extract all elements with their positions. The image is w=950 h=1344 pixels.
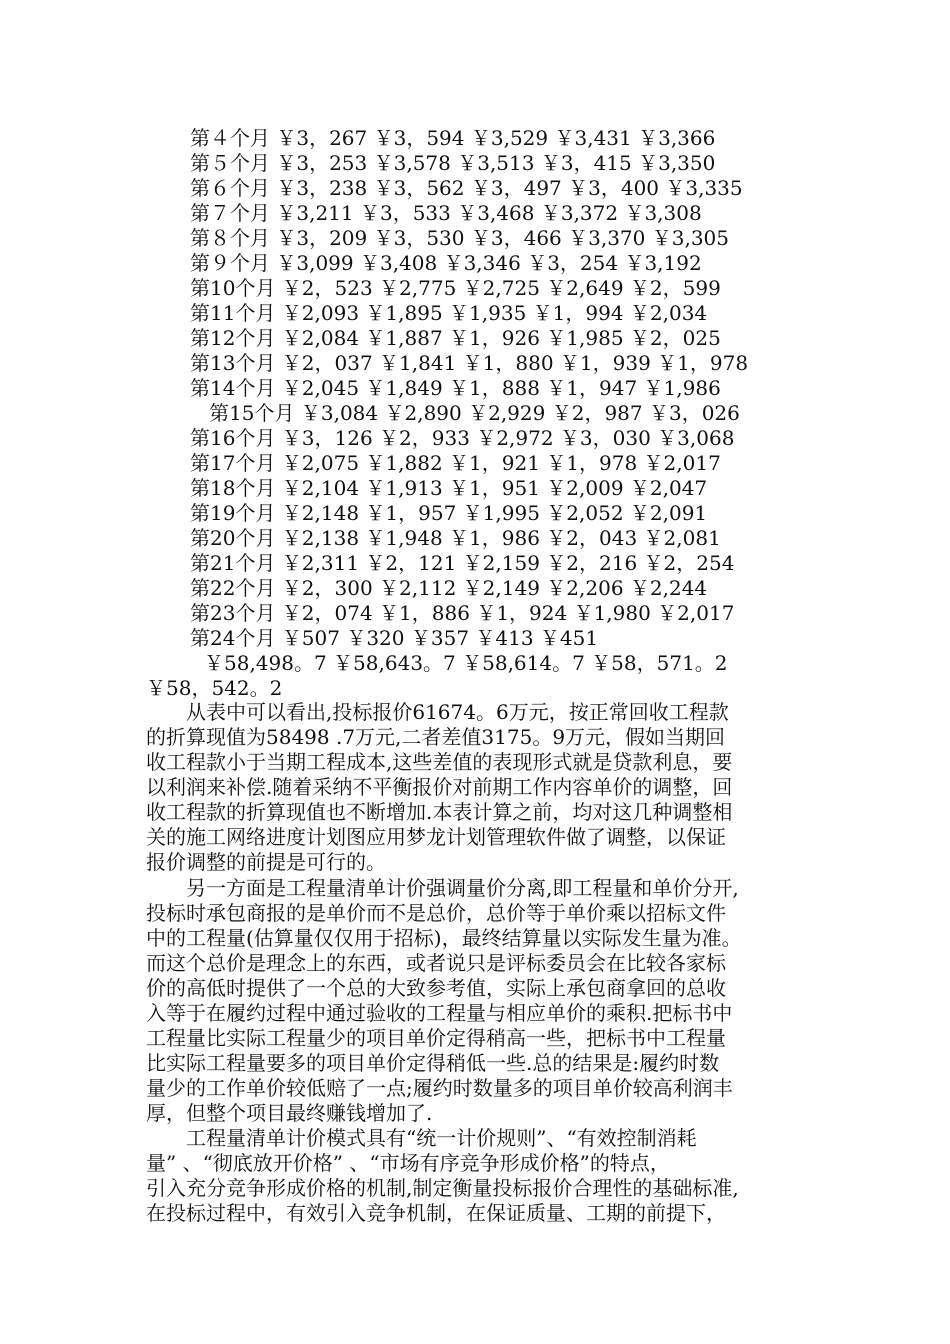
paragraph-2-line: 比实际工程量要多的项目单价定得稍低一些.总的结果是:履约时数 bbox=[146, 1051, 720, 1075]
table-row: 第６个月 ￥3，238 ￥3，562 ￥3，497 ￥3，400 ￥3,335 bbox=[190, 176, 743, 200]
totals-line-continued: ￥58，542。2 bbox=[146, 676, 283, 700]
paragraph-3-line: 量” 、“彻底放开价格” 、“市场有序竞争形成价格”的特点， bbox=[146, 1151, 670, 1175]
paragraph-2-line: 价的高低时提供了一个总的大致参考值，实际上承包商拿回的总收 bbox=[146, 976, 726, 1000]
paragraph-2-line: 中的工程量(估算量仅仅用于招标)，最终结算量以实际发生量为准。 bbox=[146, 926, 742, 950]
totals-line: ￥58,498。7 ￥58,643。7 ￥58,614。7 ￥58，571。2 bbox=[204, 651, 728, 675]
paragraph-1-line: 的折算现值为58498 .7万元,二者差值3175。9万元，假如当期回 bbox=[146, 725, 726, 749]
paragraph-2-line: 入等于在履约过程中通过验收的工程量与相应单价的乘积.把标书中 bbox=[146, 1001, 733, 1025]
table-row: 第21个月 ￥2,311 ￥2，121 ￥2,159 ￥2，216 ￥2，254 bbox=[190, 551, 735, 575]
table-row: 第14个月 ￥2,045 ￥1,849 ￥1，888 ￥1，947 ￥1,986 bbox=[190, 376, 721, 400]
paragraph-3 bbox=[146, 1126, 826, 1226]
table-row: 第８个月 ￥3，209 ￥3，530 ￥3，466 ￥3,370 ￥3,305 bbox=[190, 226, 729, 250]
paragraph-2-line: 工程量比实际工程量少的项目单价定得稍高一些，把标书中工程量 bbox=[146, 1026, 726, 1050]
paragraph-2-line: 量少的工作单价较低赔了一点;履约时数量多的项目单价较高利润丰 bbox=[146, 1076, 733, 1100]
table-row: 第23个月 ￥2，074 ￥1，886 ￥1，924 ￥1,980 ￥2,017 bbox=[190, 601, 735, 625]
table-row: 第17个月 ￥2,075 ￥1,882 ￥1，921 ￥1，978 ￥2,017 bbox=[190, 451, 721, 475]
paragraph-2-line: 厚，但整个项目最终赚钱增加了. bbox=[146, 1101, 433, 1125]
table-row: 第20个月 ￥2,138 ￥1,948 ￥1，986 ￥2，043 ￥2,081 bbox=[190, 526, 721, 550]
table-row: 第18个月 ￥2,104 ￥1,913 ￥1，951 ￥2,009 ￥2,047 bbox=[190, 476, 708, 500]
paragraph-3-line: 在投标过程中，有效引入竞争机制，在保证质量、工期的前提下， bbox=[146, 1201, 726, 1225]
paragraph-1-line: 报价调整的前提是可行的。 bbox=[146, 850, 386, 874]
table-row: 第19个月 ￥2,148 ￥1，957 ￥1,995 ￥2,052 ￥2,091 bbox=[190, 501, 708, 525]
table-row: 第22个月 ￥2，300 ￥2,112 ￥2,149 ￥2,206 ￥2,244 bbox=[190, 576, 708, 600]
paragraph-1-line: 收工程款的折算现值也不断增加.本表计算之前，均对这几种调整相 bbox=[146, 800, 733, 824]
paragraph-2-line: 另一方面是工程量清单计价强调量价分离,即工程量和单价分开, bbox=[146, 876, 739, 900]
paragraph-3-line: 引入充分竞争形成价格的机制,制定衡量投标报价合理性的基础标准, bbox=[146, 1176, 739, 1200]
table-row: 第11个月 ￥2,093 ￥1,895 ￥1,935 ￥1，994 ￥2,034 bbox=[190, 301, 708, 325]
paragraph-3-line: 工程量清单计价模式具有“统一计价规则”、“有效控制消耗 bbox=[146, 1126, 697, 1150]
table-row: 第12个月 ￥2,084 ￥1,887 ￥1，926 ￥1,985 ￥2，025 bbox=[190, 326, 721, 350]
table-row: 第16个月 ￥3，126 ￥2，933 ￥2,972 ￥3，030 ￥3,068 bbox=[190, 426, 735, 450]
table-row: 第15个月 ￥3,084 ￥2,890 ￥2,929 ￥2，987 ￥3，026 bbox=[190, 401, 740, 425]
paragraph-2-line: 投标时承包商报的是单价而不是总价，总价等于单价乘以招标文件 bbox=[146, 901, 726, 925]
paragraph-2-line: 而这个总价是理念上的东西，或者说只是评标委员会在比较各家标 bbox=[146, 951, 726, 975]
table-row: 第24个月 ￥507 ￥320 ￥357 ￥413 ￥451 bbox=[190, 626, 599, 650]
table-row: 第７个月 ￥3,211 ￥3，533 ￥3,468 ￥3,372 ￥3,308 bbox=[190, 201, 702, 225]
table-row: 第９个月 ￥3,099 ￥3,408 ￥3,346 ￥3，254 ￥3,192 bbox=[190, 251, 702, 275]
table-row: 第10个月 ￥2，523 ￥2,775 ￥2,725 ￥2,649 ￥2，599 bbox=[190, 276, 721, 300]
table-row: 第13个月 ￥2，037 ￥1,841 ￥1，880 ￥1，939 ￥1，978 bbox=[190, 351, 749, 375]
paragraph-1-line: 从表中可以看出,投标报价61674。6万元，按正常回收工程款 bbox=[146, 700, 729, 724]
paragraph-1-line: 以利润来补偿.随着采纳不平衡报价对前期工作内容单价的调整，回 bbox=[146, 775, 733, 799]
paragraph-2 bbox=[146, 876, 826, 1126]
table-row: 第５个月 ￥3，253 ￥3,578 ￥3,513 ￥3，415 ￥3,350 bbox=[190, 151, 716, 175]
table-row: 第４个月 ￥3，267 ￥3，594 ￥3,529 ￥3,431 ￥3,366 bbox=[190, 126, 716, 150]
paragraph-1-line: 关的施工网络进度计划图应用梦龙计划管理软件做了调整，以保证 bbox=[146, 825, 726, 849]
paragraph-1-line: 收工程款小于当期工程成本,这些差值的表现形式就是贷款利息，要 bbox=[146, 750, 733, 774]
paragraph-1 bbox=[146, 700, 826, 875]
